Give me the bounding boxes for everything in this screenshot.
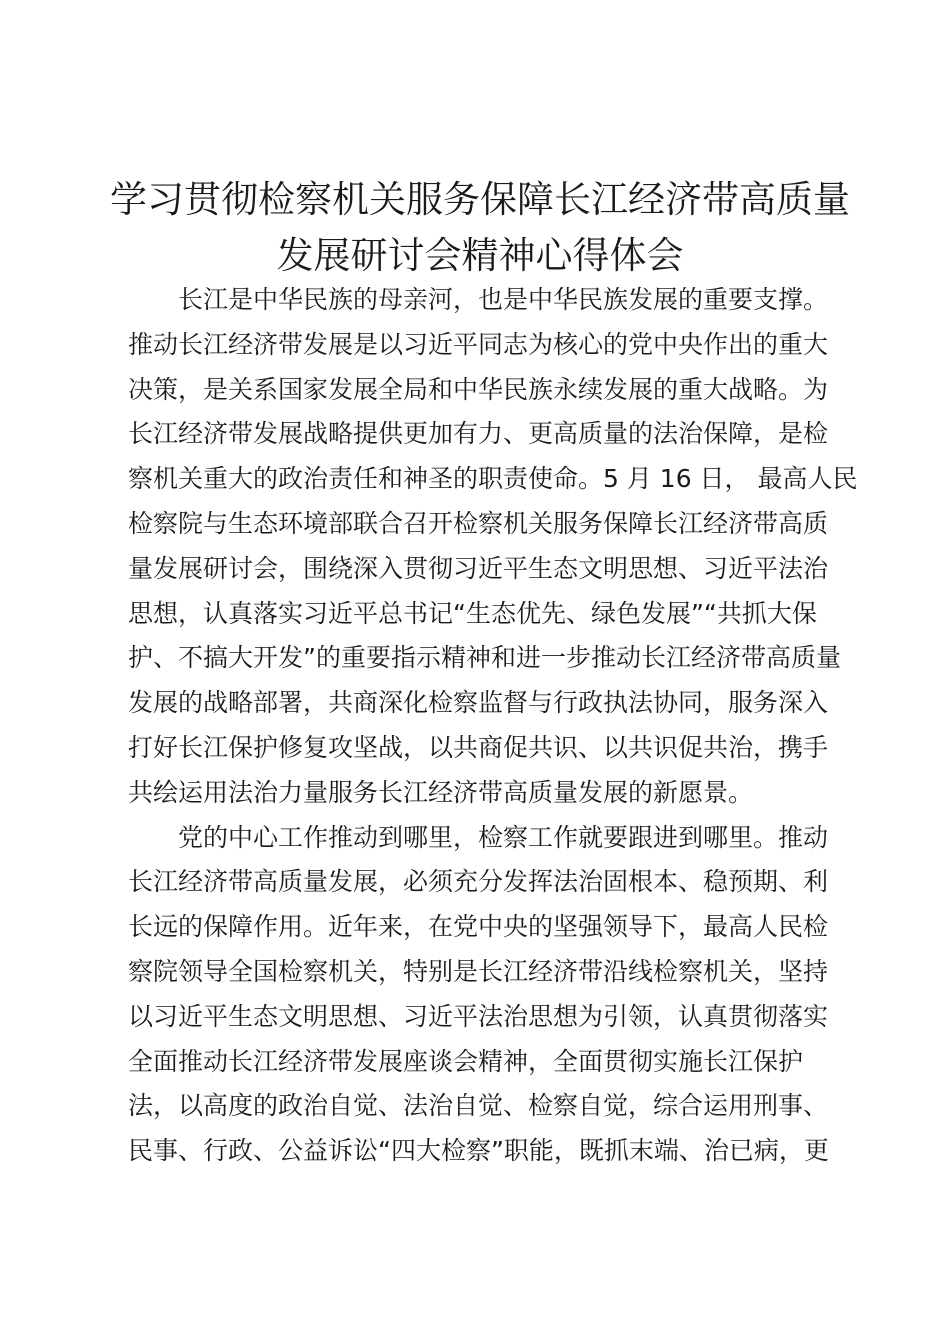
document-body [128, 278, 858, 1174]
text-line: 护、不搞大开发”的重要指示精神和进一步推动长江经济带高质量 [128, 643, 841, 673]
text-line: 决策，是关系国家发展全局和中华民族永续发展的重大战略。为 [128, 374, 829, 404]
text-line: 推动长江经济带发展是以习近平同志为核心的党中央作出的重大 [128, 329, 829, 359]
text-line: 长远的保障作用。近年来，在党中央的坚强领导下，最高人民检 [128, 912, 829, 942]
text-line: 共绘运用法治力量服务长江经济带高质量发展的新愿景。 [128, 777, 754, 807]
text-line: 长江经济带发展战略提供更加有力、更高质量的法治保障，是检 [128, 419, 829, 449]
text-line: 发展的战略部署，共商深化检察监督与行政执法协同，服务深入 [128, 688, 829, 718]
document-title [100, 172, 860, 284]
paragraph [128, 278, 858, 816]
text-line: 法，以高度的政治自觉、法治自觉、检察自觉，综合运用刑事、 [128, 1091, 829, 1121]
text-line: 量发展研讨会，围绕深入贯彻习近平生态文明思想、习近平法治 [128, 553, 829, 583]
text-line: 察院领导全国检察机关，特别是长江经济带沿线检察机关，坚持 [128, 956, 829, 986]
paragraph [128, 816, 840, 1174]
text-line: 民事、行政、公益诉讼“四大检察”职能，既抓末端、治已病，更 [128, 1136, 829, 1166]
title-line: 发展研讨会精神心得体会 [276, 234, 684, 277]
text-line: 以习近平生态文明思想、习近平法治思想为引领，认真贯彻落实 [128, 1001, 829, 1031]
title-line: 学习贯彻检察机关服务保障长江经济带高质量 [110, 178, 850, 221]
text-line: 党的中心工作推动到哪里，检察工作就要跟进到哪里。推动 [178, 822, 829, 852]
text-line: 检察院与生态环境部联合召开检察机关服务保障长江经济带高质 [128, 508, 829, 538]
text-line: 打好长江保护修复攻坚战，以共商促共识、以共识促共治，携手 [128, 732, 829, 762]
text-line: 思想，认真落实习近平总书记“生态优先、绿色发展”“共抓大保 [128, 598, 817, 628]
text-line: 长江是中华民族的母亲河，也是中华民族发展的重要支撑。 [178, 285, 829, 314]
text-line: 长江经济带高质量发展，必须充分发挥法治固根本、稳预期、利 [128, 867, 829, 897]
text-line: 全面推动长江经济带发展座谈会精神，全面贯彻实施长江保护 [128, 1046, 804, 1076]
text-line: 察机关重大的政治责任和神圣的职责使命。5 月 16 日， 最高人民 [128, 464, 858, 494]
